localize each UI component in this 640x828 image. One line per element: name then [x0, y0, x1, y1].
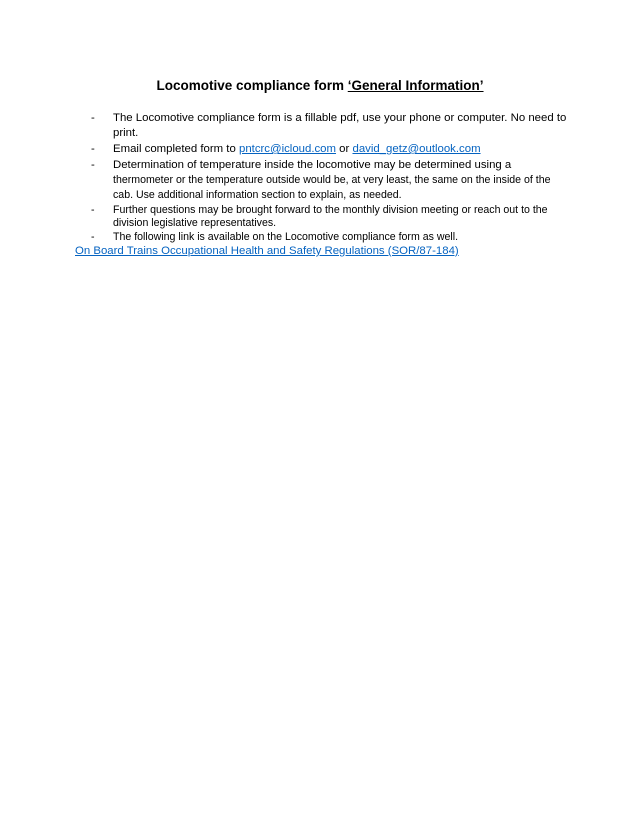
info-list: [90, 111, 570, 245]
list-item-email: [90, 142, 570, 157]
list-item-further-questions: [90, 204, 570, 230]
item-text: thermometer or the temperature outside would be, at very least, the same on the inside of the cab. Use additional information section to explain, as needed.: [113, 174, 551, 201]
item-text: Further questions may be brought forward to the monthly division meeting or reach out to the division legislative representatives.: [113, 204, 548, 230]
bullet-dash: -: [91, 143, 95, 155]
bullet-dash: -: [91, 112, 95, 124]
email-link-david-getz[interactable]: david_getz@outlook.com: [352, 143, 481, 155]
list-item-following-link: [90, 231, 570, 244]
item-text: Determination of temperature inside the locomotive may be determined using a: [113, 159, 512, 171]
list-item-fillable-pdf: [90, 111, 570, 141]
bullet-dash: -: [91, 231, 95, 244]
regulations-link[interactable]: On Board Trains Occupational Health and Safety Regulations (SOR/87-184): [75, 245, 459, 257]
title-underlined: ‘General Information’: [347, 78, 484, 93]
item-text: or: [336, 143, 353, 155]
list-item-temperature: [90, 158, 570, 203]
item-text: The following link is available on the Locomotive compliance form as well.: [113, 231, 459, 244]
bullet-dash: -: [91, 204, 95, 216]
item-text: The Locomotive compliance form is a fillable pdf, use your phone or computer. No need to print.: [113, 112, 567, 139]
email-link-pntcrc[interactable]: pntcrc@icloud.com: [238, 143, 337, 155]
page-title: [0, 77, 640, 95]
title-prefix: Locomotive compliance form: [156, 78, 348, 93]
item-text: Email completed form to: [113, 143, 239, 155]
bullet-dash: -: [91, 159, 95, 171]
